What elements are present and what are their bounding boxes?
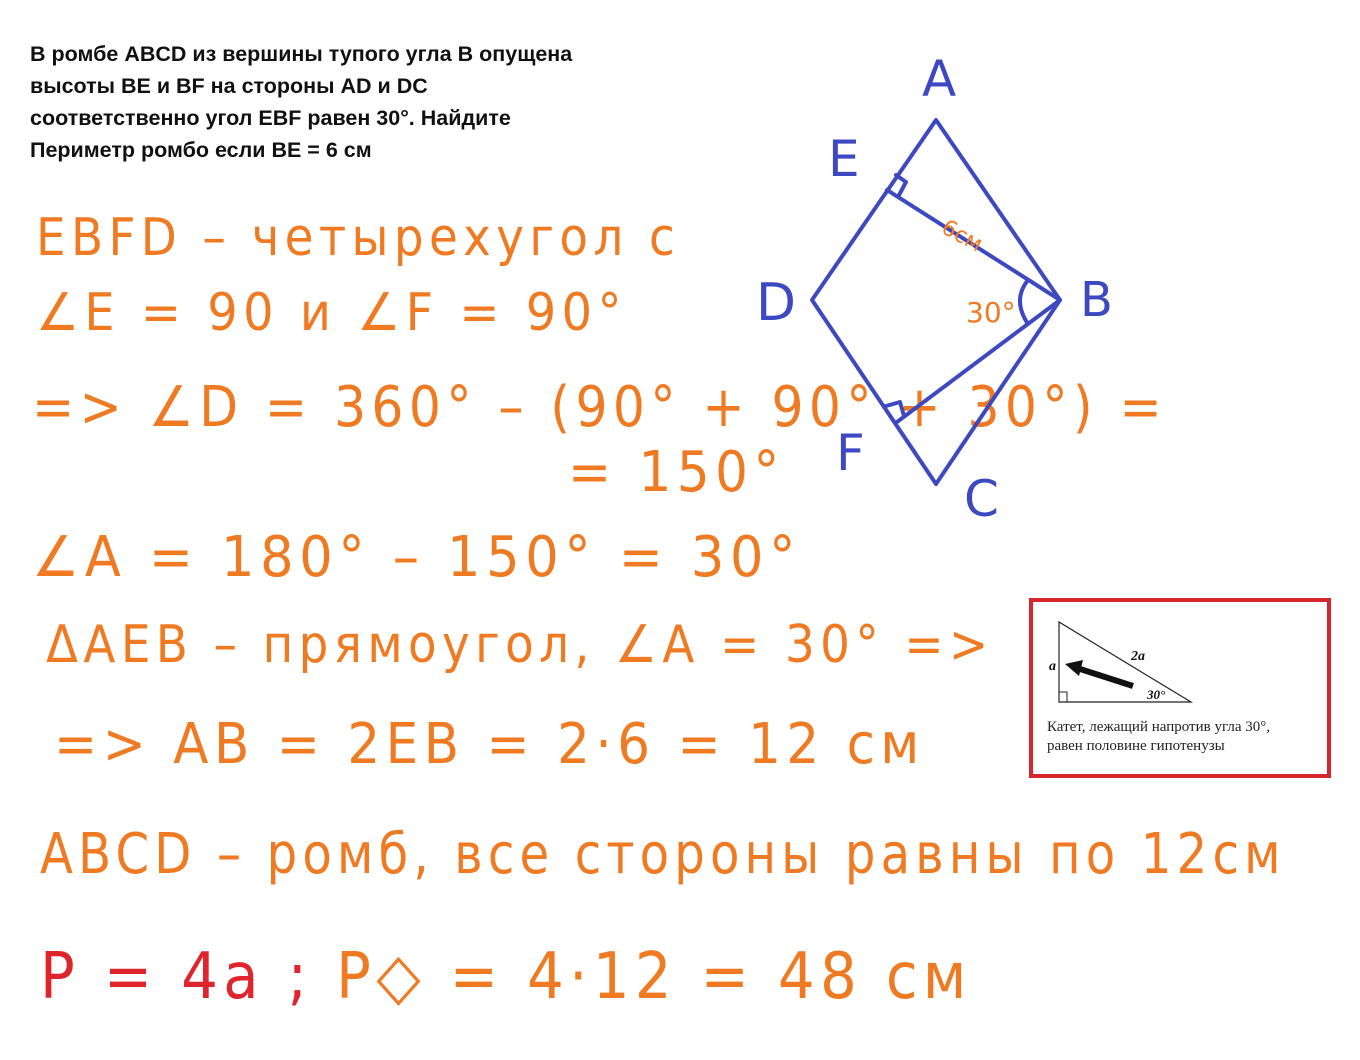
reference-box [1029, 598, 1331, 778]
leg-label: a [1049, 659, 1056, 674]
perimeter-formula: P = 4a ; [40, 940, 313, 1014]
solution-line-angle-d-result: = 150° [568, 440, 785, 505]
arrow-head-icon [1065, 660, 1083, 676]
angle-label-ebf: 30° [966, 296, 1016, 329]
solution-line-angle-a: ∠A = 180° – 150° = 30° [32, 525, 802, 590]
right-angle-mark [1059, 692, 1067, 702]
solution-line-side-ab: => AB = 2EB = 2·6 = 12 см [54, 712, 925, 777]
solution-line-rhombus-sides: ABCD – ромб, все стороны равны по 12см [40, 822, 1286, 887]
vertex-label-b: B [1080, 272, 1113, 328]
problem-line-1: В ромбе ABCD из вершины тупого угла B опущена [30, 42, 573, 66]
vertex-label-d: D [756, 273, 797, 333]
solution-line-perimeter [40, 940, 972, 1014]
reference-caption [1047, 718, 1323, 756]
problem-line-4: Периметр ромбо если BE = 6 см [30, 138, 372, 162]
length-label-be: 6см [937, 215, 987, 258]
solution-line-quadrilateral: EBFD – четырехугол с [36, 208, 681, 268]
solution-line-right-angles: ∠E = 90 и ∠F = 90° [36, 283, 628, 343]
problem-line-2: высоты BE и BF на стороны AD и DC [30, 74, 428, 98]
perimeter-result: P◇ = 4·12 = 48 см [312, 940, 972, 1014]
rhombus-diagram [740, 30, 1160, 540]
angle-arc-ebf [1020, 280, 1028, 324]
reference-caption-line-2: равен половине гипотенузы [1047, 738, 1225, 754]
solution-line-triangle-aeb: ΔAEB – прямоугол, ∠A = 30° => [46, 615, 994, 675]
vertex-label-a: A [922, 50, 957, 108]
problem-statement [30, 38, 690, 166]
solution-line-angle-d: => ∠D = 360° – (90° + 90° + 30°) = [32, 375, 1168, 440]
vertex-label-e: E [828, 130, 860, 188]
right-angle-mark-e [896, 175, 906, 197]
vertex-label-c: C [964, 470, 999, 528]
problem-line-3: соответственно угол EBF равен 30°. Найдите [30, 106, 511, 130]
vertex-label-f: F [836, 424, 865, 482]
reference-caption-line-1: Катет, лежащий напротив угла 30°, [1047, 719, 1271, 735]
angle-label: 30° [1147, 687, 1166, 702]
reference-triangle [1041, 610, 1201, 710]
hypotenuse-label: 2a [1131, 649, 1145, 664]
arrow-shaft [1077, 668, 1133, 686]
